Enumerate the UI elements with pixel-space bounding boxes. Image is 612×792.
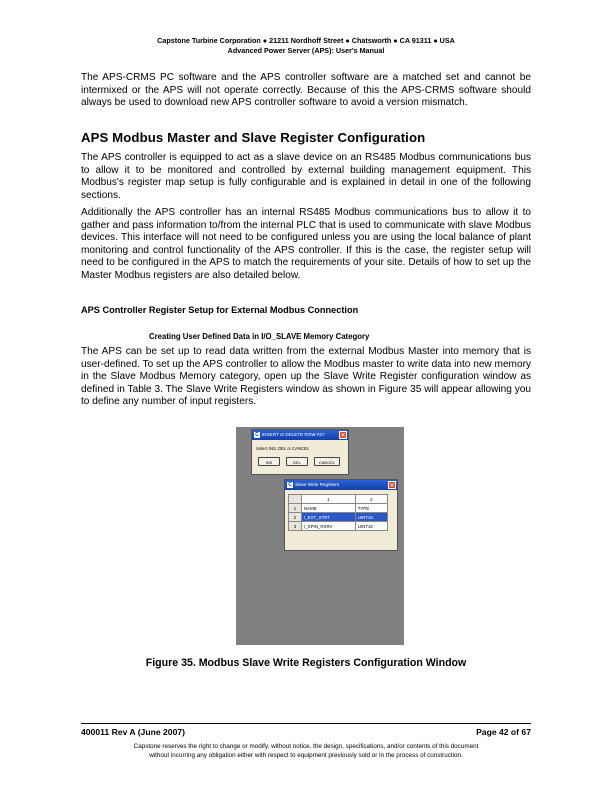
section-paragraph-1: The APS controller is equipped to act as a slave device on an RS485 Modbus communications bus to allow it to be monitored and controlled by external building management equipment. This Modbus's register map setup is fully configurable and is explained in detail in one of the following sections. [81, 152, 531, 201]
ins-button[interactable]: INS [258, 457, 280, 466]
registers-titlebar [285, 480, 397, 490]
grid-row-selected[interactable] [289, 513, 388, 522]
subsubsection-paragraph: The APS can be set up to read data written from the external Modbus Master into memory that is user-defined. To set up the APS controller to allow the Modbus master to write data into new memory in the Slave Modbus Memory category, open up the Slave Write Register configuration window as defined in Table 3. The Slave Write Registers window as shown in Figure 35 will appear allowing you to define any number of input registers. [81, 346, 531, 408]
close-icon[interactable]: ✕ [389, 483, 395, 489]
row-number[interactable]: 1 [289, 504, 302, 513]
grid-row[interactable] [289, 522, 388, 531]
section-title: APS Modbus Master and Slave Register Configuration [81, 130, 426, 145]
app-icon: C [255, 431, 259, 438]
subsection-title: APS Controller Register Setup for External Modbus Connection [81, 305, 359, 315]
close-icon[interactable]: ✕ [340, 433, 346, 439]
insert-delete-dialog [251, 429, 349, 475]
header-company-line: Capstone Turbine Corporation ● 21211 Nordhoff Street ● Chatsworth ● CA 91311 ● USA [157, 36, 455, 45]
footer-disclaimer-line-2: without incurring any obligation either with respect to equipment previously sold or in the process of construction. [149, 752, 463, 759]
del-button[interactable]: DEL [286, 457, 308, 466]
column-header[interactable]: 1 [302, 495, 356, 504]
grid-cell[interactable]: UINT16 [355, 513, 387, 522]
subsubsection-title: Creating User Defined Data in I/O_SLAVE Memory Category [149, 332, 370, 341]
grid-row[interactable] [289, 504, 388, 513]
cancel-button[interactable]: CANCEL [314, 457, 340, 466]
dialog-titlebar [252, 430, 348, 440]
dialog-message: Select INS, DEL or CANCEL [256, 446, 310, 451]
section-paragraph-2: Additionally the APS controller has an internal RS485 Modbus communications bus to allow it to gather and pass information to/from the internal PLC that is used to communicate with slave Modbus devices. This interface will not need to be configured unless you are using the local balance of plant monitoring and control functionality of the APS controller. If this is the case, the register setup will need to be configured in the APS to match the requirements of your site. Details of how to set up the Master Modbus registers are also detailed below. [81, 207, 531, 281]
row-number[interactable]: 2 [289, 513, 302, 522]
footer-divider [81, 723, 531, 724]
column-header[interactable]: 2 [355, 495, 387, 504]
registers-grid [288, 494, 388, 531]
row-number[interactable]: 3 [289, 522, 302, 531]
figure-caption: Figure 35. Modbus Slave Write Registers Configuration Window [145, 657, 467, 669]
grid-cell[interactable]: I_SPIN_RSRV [302, 522, 356, 531]
footer-doc-id: 400011 Rev A (June 2007) [81, 727, 185, 737]
figure-screenshot [236, 427, 404, 645]
grid-cell[interactable]: NAME [302, 504, 356, 513]
footer-page-number: Page 42 of 67 [476, 727, 531, 737]
footer-disclaimer-line-1: Capstone reserves the right to change or modify, without notice, the design, specifications, and/or contents of this document [133, 743, 479, 750]
registers-window-title: Slave Write Registers [295, 482, 340, 487]
grid-cell[interactable]: I_EXT_STRT [302, 513, 356, 522]
footer-disclaimer [0, 742, 612, 760]
grid-cell[interactable]: TYPE [355, 504, 387, 513]
dialog-title: INSERT or DELETE ROW #2? [262, 432, 325, 437]
app-icon: C [288, 481, 292, 488]
grid-cell[interactable]: UINT16 [355, 522, 387, 531]
header-manual-title: Advanced Power Server (APS): User's Manual [227, 46, 385, 55]
intro-paragraph: The APS-CRMS PC software and the APS controller software are a matched set and cannot be intermixed or the APS will not operate correctly. Because of this the APS-CRMS software should always be used to download new APS controller software to avoid a version mismatch. [81, 72, 531, 109]
grid-header-row [289, 495, 388, 504]
slave-write-registers-window [284, 479, 398, 551]
